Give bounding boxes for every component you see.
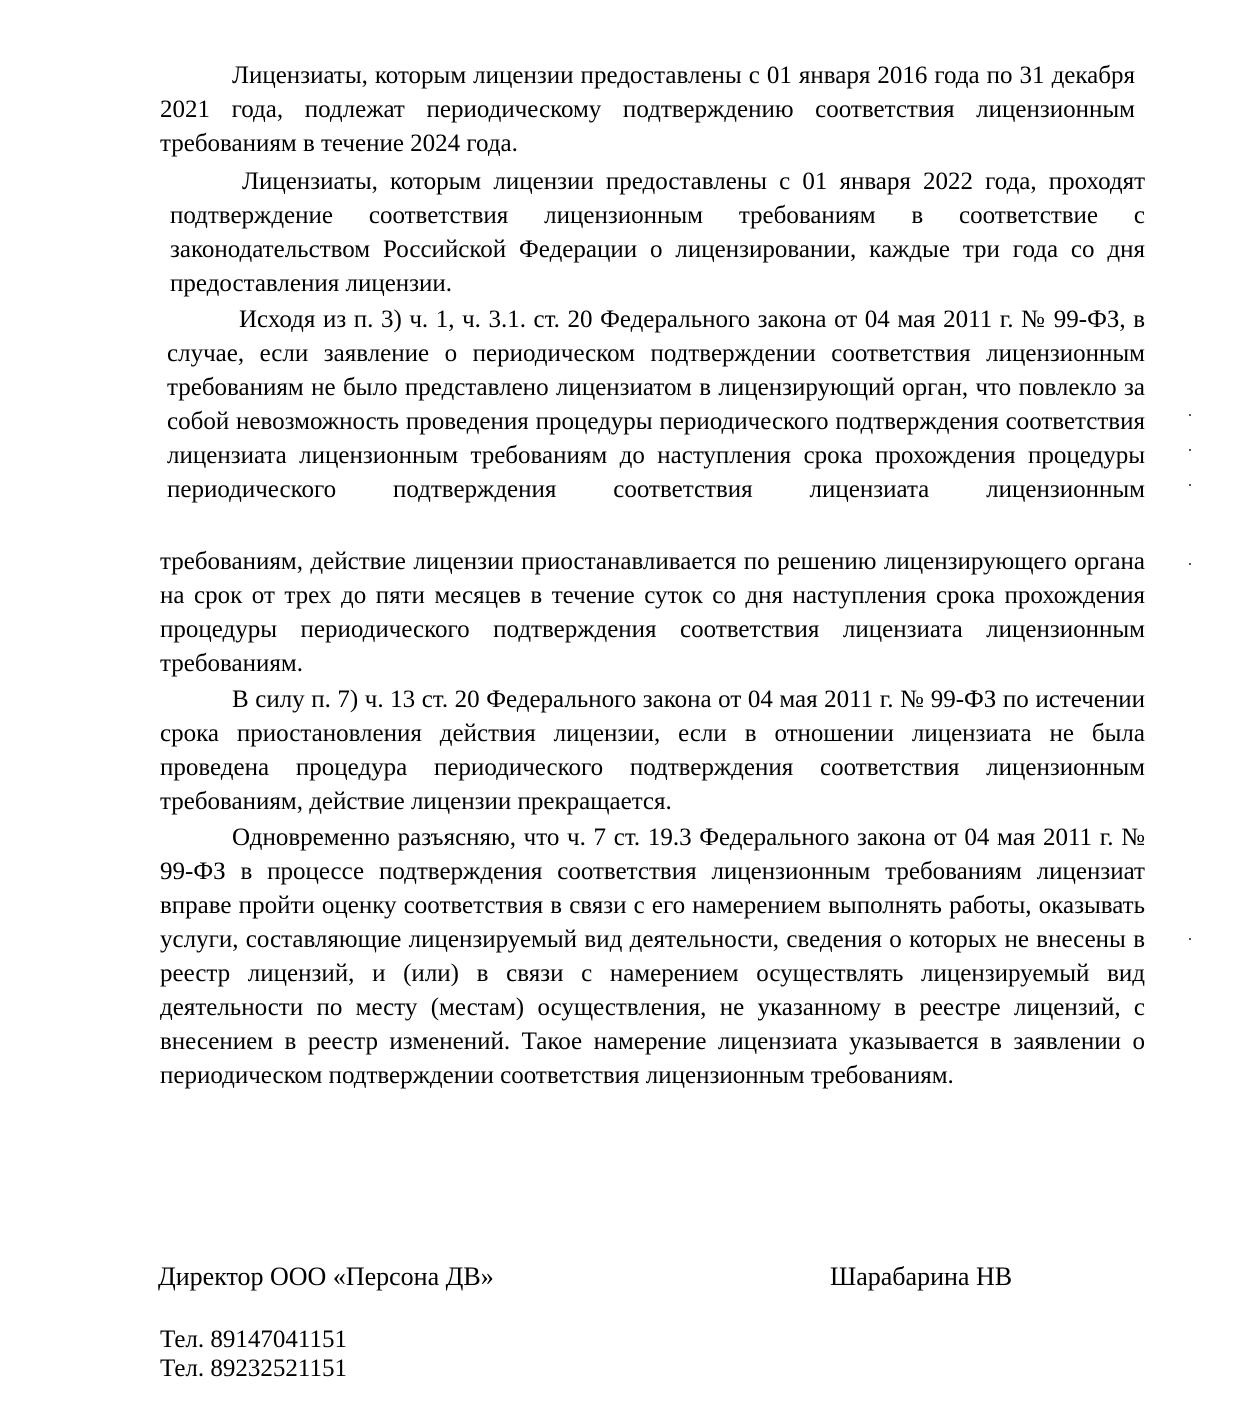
phone-list bbox=[160, 1325, 347, 1383]
paragraph-license-2016-2021: Лицензиаты, которым лицензии предоставлены с 01 января 2016 года по 31 декабря 2021 года, подлежат периодическому подтверждению соответствия лицензионным требованиям в течение 2024 года. bbox=[160, 62, 1135, 157]
paragraph-suspension-continuation: требованиям, действие лицензии приостанавливается по решению лицензирующего органа на срок от трех до пяти месяцев в течение суток со дня наступления срока прохождения процедуры периодического подтверждения соответствия лицензиата лицензионным требованиям. bbox=[160, 548, 1145, 677]
scan-dot-mark bbox=[1189, 449, 1191, 451]
paragraph-termination: В силу п. 7) ч. 13 ст. 20 Федерального закона от 04 мая 2011 г. № 99-ФЗ по истечении срока приостановления действия лицензии, если в отношении лицензиата не была проведена процедура периодического подтверждения соответствия лицензионным требованиям, действие лицензии прекращается. bbox=[160, 686, 1145, 815]
paragraph-suspension-basis: Исходя из п. 3) ч. 1, ч. 3.1. ст. 20 Федерального закона от 04 мая 2011 г. № 99-ФЗ, в случае, если заявление о периодическом подтверждении соответствия лицензионным требованиям не было представлено лицензиатом в лицензирующий орган, что повлекло за собой невозможность проведения процедуры периодического подтверждения соответствия лицензиата лицензионным требованиям до наступления срока прохождения процедуры периодического подтверждения соответствия лицензиата лицензионным bbox=[167, 306, 1145, 503]
signature-name: Шарабарина НВ bbox=[830, 1262, 1013, 1291]
paragraph-license-2022: Лицензиаты, которым лицензии предоставлены с 01 января 2022 года, проходят подтверждение соответствия лицензионным требованиям в соответствие с законодательством Российской Федерации о лицензировании, каждые три года со дня предоставления лицензии. bbox=[170, 168, 1145, 297]
scan-dot-mark bbox=[1189, 414, 1191, 416]
scan-dot-mark bbox=[1189, 938, 1191, 940]
scan-dot-mark bbox=[1189, 484, 1191, 486]
paragraph-clarification: Одновременно разъясняю, что ч. 7 ст. 19.3 Федерального закона от 04 мая 2011 г. № 99-ФЗ в процессе подтверждения соответствия лицензионным требованиям лицензиат вправе пройти оценку соответствия в связи с его намерением выполнять работы, оказывать услуги, составляющие лицензируемый вид деятельности, сведения о которых не внесены в реестр лицензий, и (или) в связи с намерением осуществлять лицензируемый вид деятельности по месту (местам) осуществления, не указанному в реестре лицензий, с внесением в реестр изменений. Такое намерение лицензиата указывается в заявлении о периодическом подтверждении соответствия лицензионным требованиям. bbox=[160, 824, 1145, 1089]
signature-position: Директор ООО «Персона ДВ» bbox=[158, 1262, 494, 1291]
phone-line-2: Тел. 89232521151 bbox=[160, 1355, 347, 1382]
phone-line-1: Тел. 89147041151 bbox=[160, 1326, 347, 1353]
scan-dot-mark bbox=[1189, 563, 1191, 565]
